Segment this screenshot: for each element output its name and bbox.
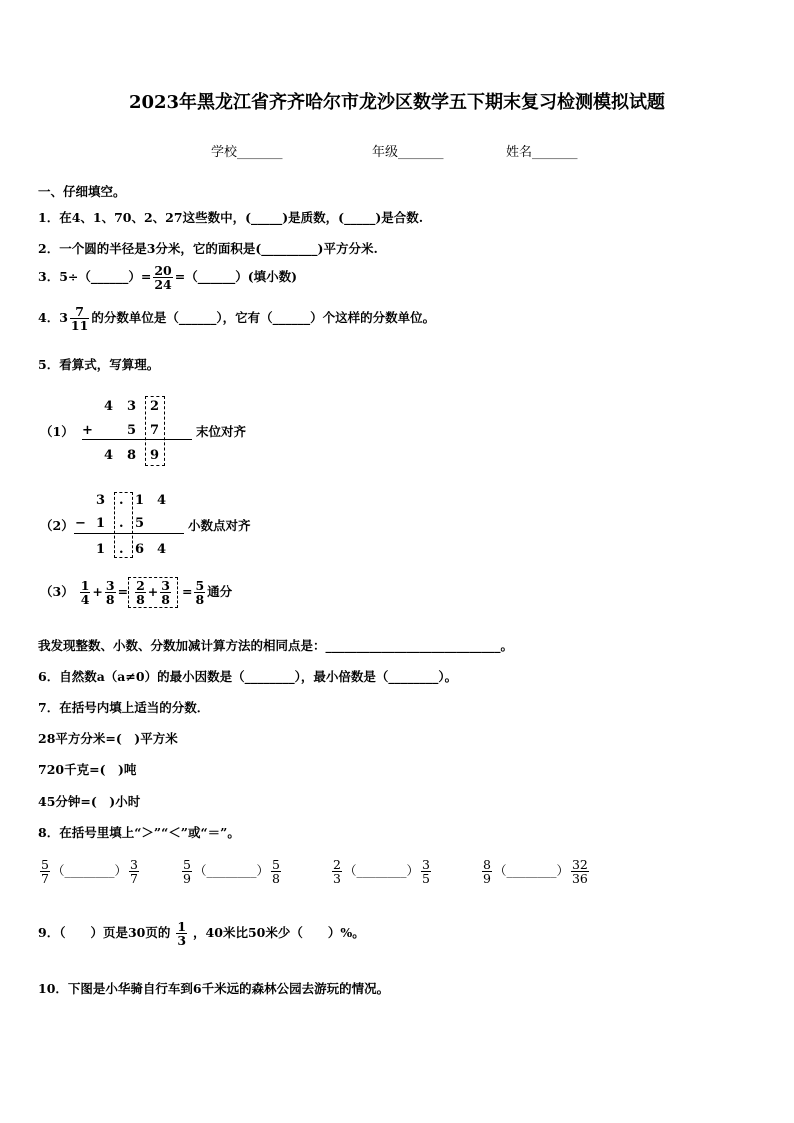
question-9 <box>38 920 365 947</box>
numerator: 5 <box>271 857 280 872</box>
right-fraction <box>129 858 139 885</box>
numerator: 32 <box>571 857 588 872</box>
numerator: 5 <box>195 578 205 593</box>
q9-prefix: 9．（ ）页是30页的 <box>38 925 171 941</box>
discovery-question: 我发现整数、小数、分数加减计算方法的相同点是：____________________________。 <box>38 638 514 653</box>
page-title: 2023年黑龙江省齐齐哈尔市龙沙区数学五下期末复习检测模拟试题 <box>128 92 666 113</box>
calc1-digit: 9 <box>150 448 160 463</box>
q3-suffix: =（______）(填小数) <box>174 269 298 285</box>
calc2-digit: 1 <box>135 493 145 508</box>
plus-sign: + <box>92 584 103 600</box>
numerator: 3 <box>161 578 170 593</box>
calc1-digit: 7 <box>150 423 160 438</box>
section-heading: 一、仔细填空。 <box>38 184 126 199</box>
calc2-digit: 3 <box>96 493 106 508</box>
right-fraction <box>421 858 431 885</box>
calc3-result-fraction <box>194 579 205 606</box>
calc1-digit: 3 <box>127 399 137 414</box>
q9-suffix: ，40米比50米少（ ）%。 <box>193 925 365 941</box>
common-denominator-dashed-box <box>128 577 178 608</box>
calc2-digit: 4 <box>157 542 167 557</box>
plus-sign: + <box>82 423 93 438</box>
question-6: 6．自然数a（a≠0）的最小因数是（________），最小倍数是（________）。 <box>38 669 458 684</box>
last-digit-dashed-box <box>145 396 165 466</box>
question-10: 10．下图是小华骑自行车到6千米远的森林公园去游玩的情况。 <box>38 981 390 996</box>
denominator: 8 <box>271 871 280 887</box>
q4-prefix: 4．3 <box>38 310 68 326</box>
calc3-note: 通分 <box>207 584 233 600</box>
q3-frac-denominator: 24 <box>154 277 172 293</box>
answer-blank[interactable]: （________） <box>193 863 269 879</box>
left-fraction <box>482 858 492 885</box>
calc3-fraction-a <box>80 579 91 606</box>
question-7b: 720千克=( )吨 <box>38 762 137 777</box>
name-field: 姓名_______ <box>506 145 578 160</box>
question-2: 2．一个圆的半径是3分米，它的面积是(_________)平方分米. <box>38 241 378 256</box>
comparison-item <box>480 858 591 885</box>
numerator: 1 <box>80 578 90 593</box>
minus-sign: − <box>75 516 86 531</box>
calc2-point: . <box>119 516 124 531</box>
numerator: 8 <box>483 857 491 872</box>
question-1: 1．在4、1、70、2、27这些数中，(_____)是质数，(_____)是合数. <box>38 210 424 225</box>
numerator: 3 <box>421 857 430 872</box>
q3-prefix: 3．5÷（______）= <box>38 269 152 285</box>
denominator: 36 <box>571 871 588 887</box>
numerator: 3 <box>129 857 138 872</box>
calc1-digit: 5 <box>127 423 137 438</box>
question-7a: 28平方分米=( )平方米 <box>38 731 178 746</box>
numerator: 5 <box>183 857 191 872</box>
calc1-digit: 4 <box>104 448 114 463</box>
calc2-digit: 6 <box>135 542 145 557</box>
calc1-sum-line <box>82 439 192 440</box>
denominator: 5 <box>421 871 430 887</box>
answer-blank[interactable]: （________） <box>343 863 419 879</box>
plus-sign: + <box>147 584 159 600</box>
question-7c: 45分钟=( )小时 <box>38 794 141 809</box>
q9-frac-denominator: 3 <box>177 933 187 949</box>
numerator: 3 <box>105 578 115 593</box>
question-4 <box>38 305 435 332</box>
denominator: 8 <box>105 592 115 608</box>
numerator: 2 <box>333 857 341 872</box>
boxed-fraction-a <box>135 579 146 606</box>
denominator: 3 <box>333 871 341 887</box>
denominator: 4 <box>80 592 90 608</box>
question-3 <box>38 264 297 291</box>
calc1-digit: 8 <box>127 448 137 463</box>
q9-frac-numerator: 1 <box>177 919 187 934</box>
calc2-digit: 5 <box>135 516 145 531</box>
calc2-digit: 4 <box>157 493 167 508</box>
q4-suffix: 的分数单位是（______），它有（______）个这样的分数单位。 <box>91 310 436 326</box>
q3-frac-numerator: 20 <box>154 263 172 278</box>
denominator: 8 <box>161 592 170 608</box>
grade-field: 年级_______ <box>372 145 444 160</box>
school-field: 学校_______ <box>211 145 283 160</box>
comparison-item <box>330 858 433 885</box>
right-fraction <box>571 858 589 885</box>
calc1-digit: 2 <box>150 399 160 414</box>
calc1-label: （1） <box>40 424 74 439</box>
question-5: 5．看算式，写算理。 <box>38 357 160 372</box>
q4-fraction <box>70 305 89 332</box>
q4-frac-denominator: 11 <box>70 318 89 334</box>
denominator: 9 <box>483 871 491 887</box>
right-fraction <box>271 858 281 885</box>
question-8: 8．在括号里填上“＞”“＜”或“＝”。 <box>38 825 240 840</box>
boxed-fraction-b <box>160 579 171 606</box>
calc1-note: 末位对齐 <box>196 424 247 439</box>
answer-blank[interactable]: （________） <box>493 863 569 879</box>
q4-frac-numerator: 7 <box>70 305 89 319</box>
denominator: 9 <box>183 871 191 887</box>
denominator: 7 <box>129 871 138 887</box>
calc2-point: . <box>119 542 124 557</box>
denominator: 8 <box>195 592 205 608</box>
calc1-digit: 4 <box>104 399 114 414</box>
comparison-item <box>38 858 141 885</box>
calc2-note: 小数点对齐 <box>188 518 251 533</box>
numerator: 5 <box>41 857 49 872</box>
denominator: 8 <box>136 592 145 608</box>
decimal-point-dashed-box <box>114 492 133 558</box>
q9-fraction <box>176 920 187 947</box>
equals-sign: = <box>181 584 193 600</box>
q3-fraction <box>153 264 172 291</box>
left-fraction <box>40 858 50 885</box>
calc3-fraction-b <box>105 579 116 606</box>
calc2-digit: 1 <box>96 516 106 531</box>
numerator: 2 <box>136 578 145 593</box>
comparison-item <box>180 858 283 885</box>
calc2-label: （2） <box>40 518 74 533</box>
left-fraction <box>182 858 192 885</box>
calc2-point: . <box>119 493 124 508</box>
equals-sign: = <box>117 584 129 600</box>
answer-blank[interactable]: （________） <box>51 863 127 879</box>
left-fraction <box>332 858 342 885</box>
calc2-digit: 1 <box>96 542 106 557</box>
denominator: 7 <box>41 871 49 887</box>
calc-3 <box>40 577 232 608</box>
calc3-label: （3） <box>40 584 74 600</box>
question-7: 7．在括号内填上适当的分数． <box>38 700 210 715</box>
